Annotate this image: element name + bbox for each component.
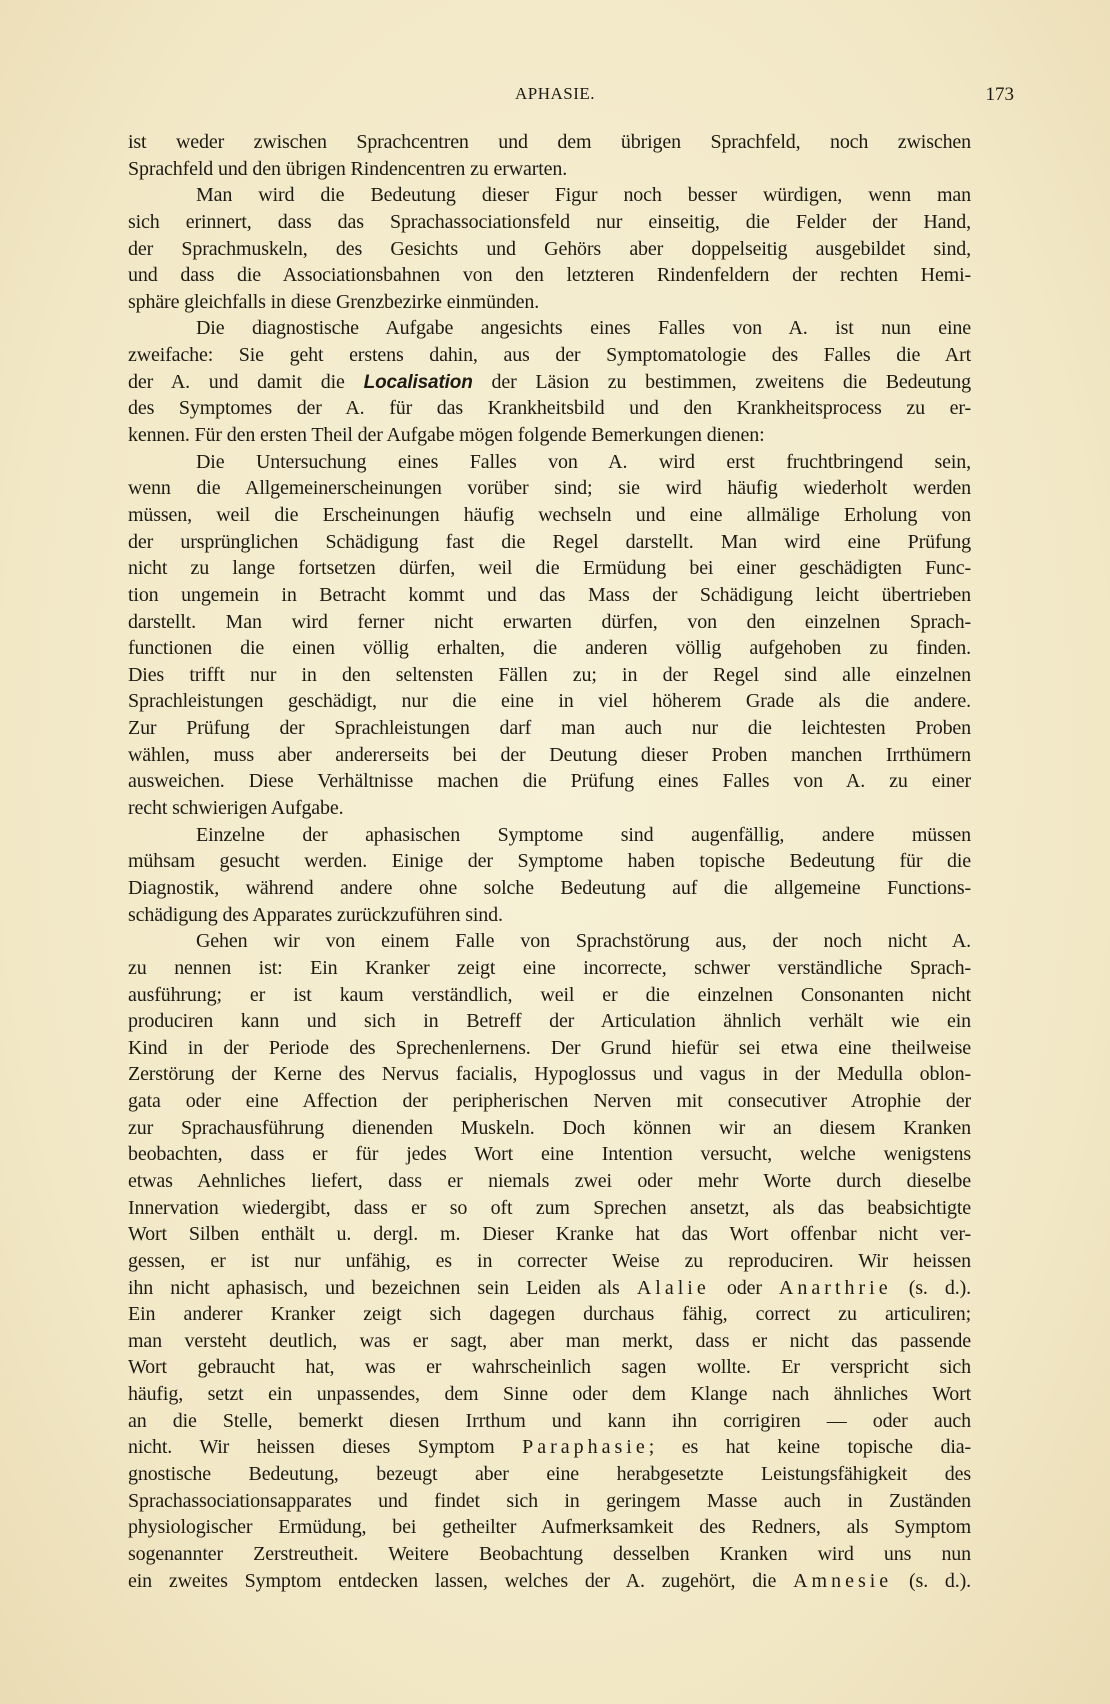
- text-line: [128, 182, 971, 209]
- text-line: [128, 502, 971, 529]
- text-line: [128, 315, 971, 342]
- text-line: [128, 1061, 971, 1088]
- text-line: [128, 395, 971, 422]
- line-text: Kind in der Periode des Sprechenlernens. Der Grund hiefür sei etwa eine theilweise: [128, 1036, 971, 1059]
- text-line: [128, 635, 971, 662]
- text-line: [128, 982, 971, 1009]
- text-line: [128, 1461, 971, 1488]
- line-text: der Läsion zu bestimmen, zweitens die Bedeutung: [472, 370, 971, 393]
- line-text: Zerstörung der Kerne des Nervus facialis, Hypoglossus und vagus in der Medulla oblon-: [128, 1063, 971, 1086]
- line-text: und dass die Associationsbahnen von den letzteren Rindenfeldern der rechten Hemi-: [128, 264, 971, 287]
- line-text: zur Sprachausführung dienenden Muskeln. Doch können wir an diesem Kranken: [128, 1116, 971, 1139]
- line-text: schädigung des Apparates zurückzuführen sind.: [128, 903, 503, 926]
- text-line: [128, 1088, 971, 1115]
- text-line: [128, 795, 971, 822]
- line-text: Diagnostik, während andere ohne solche Bedeutung auf die allgemeine Functions-: [128, 876, 971, 899]
- text-line: [128, 1434, 971, 1461]
- text-line: [128, 529, 971, 556]
- body-text: [128, 129, 971, 1594]
- page-header: [0, 84, 1110, 108]
- line-text: gessen, er ist nur unfähig, es in correcter Weise zu reproduciren. Wir heissen: [128, 1249, 971, 1272]
- line-text: mühsam gesucht werden. Einige der Symptome haben topische Bedeutung für die: [128, 850, 971, 873]
- text-line: [128, 449, 971, 476]
- running-title: APHASIE.: [514, 84, 596, 103]
- text-line: [128, 609, 971, 636]
- text-line: [128, 1141, 971, 1168]
- text-line: [128, 1354, 971, 1381]
- text-line: [128, 342, 971, 369]
- line-text: Wort Silben enthält u. dergl. m. Dieser Kranke hat das Wort offenbar nicht ver-: [128, 1223, 971, 1246]
- text-line: [128, 1248, 971, 1275]
- line-text: sogenannter Zerstreutheit. Weitere Beobachtung desselben Kranken wird uns nun: [128, 1542, 971, 1565]
- line-text: des Symptomes der A. für das Krankheitsbild und den Krankheitsprocess zu er-: [128, 397, 971, 420]
- text-line: [128, 369, 971, 396]
- line-text: müssen, weil die Erscheinungen häufig wechseln und eine allmälige Erholung von: [128, 503, 971, 526]
- emphasized-term: Paraphasie: [522, 1436, 649, 1459]
- text-line: [128, 742, 971, 769]
- text-line: [128, 715, 971, 742]
- emphasized-term: Localisation: [363, 371, 473, 393]
- text-line: [128, 129, 971, 156]
- line-text: der Sprachmuskeln, des Gesichts und Gehörs aber doppelseitig ausgebildet sind,: [128, 237, 971, 260]
- line-text: tion ungemein in Betracht kommt und das Mass der Schädigung leicht übertrieben: [128, 583, 971, 606]
- line-text: oder: [709, 1276, 779, 1299]
- line-text: häufig, setzt ein unpassendes, dem Sinne oder dem Klange nach ähnliches Wort: [128, 1383, 971, 1406]
- line-text: Die diagnostische Aufgabe angesichts eines Falles von A. ist nun eine: [196, 317, 971, 340]
- text-line: [128, 1328, 971, 1355]
- line-text: ihn nicht aphasisch, und bezeichnen sein Leiden als: [128, 1276, 637, 1299]
- line-text: Innervation wiedergibt, dass er so oft zum Sprechen ansetzt, als das beabsichtigte: [128, 1196, 971, 1219]
- line-text: gnostische Bedeutung, bezeugt aber eine herabgesetzte Leistungsfähigkeit des: [128, 1463, 971, 1486]
- text-line: [128, 875, 971, 902]
- line-text: ein zweites Symptom entdecken lassen, welches der A. zugehört, die: [128, 1569, 794, 1592]
- line-text: ausführung; er ist kaum verständlich, weil er die einzelnen Consonanten nicht: [128, 983, 971, 1006]
- line-text: an die Stelle, bemerkt diesen Irrthum und kann ihn corrigiren — oder auch: [128, 1409, 971, 1432]
- line-text: gata oder eine Affection der peripherischen Nerven mit consecutiver Atrophie der: [128, 1090, 971, 1113]
- text-line: [128, 1221, 971, 1248]
- text-line: [128, 555, 971, 582]
- text-line: [128, 209, 971, 236]
- text-line: [128, 422, 971, 449]
- line-text: physiologischer Ermüdung, bei getheilter Aufmerksamkeit des Redners, als Symptom: [128, 1516, 971, 1539]
- text-line: [128, 475, 971, 502]
- line-text: produciren kann und sich in Betreff der Articulation ähnlich verhält wie ein: [128, 1010, 971, 1033]
- line-text: ausweichen. Diese Verhältnisse machen die Prüfung eines Falles von A. zu einer: [128, 770, 971, 793]
- line-text: Sprachleistungen geschädigt, nur die eine in viel höherem Grade als die andere.: [128, 690, 971, 713]
- text-line: [128, 1168, 971, 1195]
- text-line: [128, 688, 971, 715]
- line-text: Einzelne der aphasischen Symptome sind augenfällig, andere müssen: [196, 823, 971, 846]
- text-line: [128, 768, 971, 795]
- line-text: etwas Aehnliches liefert, dass er niemals zwei oder mehr Worte durch dieselbe: [128, 1169, 971, 1192]
- text-line: [128, 902, 971, 929]
- line-text: Ein anderer Kranker zeigt sich dagegen durchaus fähig, correct zu articuliren;: [128, 1303, 971, 1326]
- text-line: [128, 848, 971, 875]
- line-text: ; es hat keine topische dia-: [648, 1436, 971, 1459]
- page-number: 173: [985, 84, 1014, 105]
- text-line: [128, 1301, 971, 1328]
- text-line: [128, 1115, 971, 1142]
- text-line: [128, 1381, 971, 1408]
- emphasized-term: Amnesie: [793, 1569, 893, 1592]
- line-text: man versteht deutlich, was er sagt, aber man merkt, dass er nicht das passende: [128, 1329, 971, 1352]
- text-line: [128, 262, 971, 289]
- line-text: sphäre gleichfalls in diese Grenzbezirke einmünden.: [128, 290, 540, 313]
- line-text: functionen die einen völlig erhalten, die anderen völlig aufgehoben zu finden.: [128, 637, 971, 660]
- text-line: [128, 1408, 971, 1435]
- text-line: [128, 1568, 971, 1595]
- text-line: [128, 822, 971, 849]
- text-line: [128, 1514, 971, 1541]
- line-text: darstellt. Man wird ferner nicht erwarten dürfen, von den einzelnen Sprach-: [128, 610, 971, 633]
- line-text: Gehen wir von einem Falle von Sprachstörung aus, der noch nicht A.: [196, 930, 971, 953]
- line-text: Sprachfeld und den übrigen Rindencentren zu erwarten.: [128, 157, 568, 180]
- text-line: [128, 156, 971, 183]
- line-text: (s. d.).: [891, 1276, 971, 1299]
- line-text: Die Untersuchung eines Falles von A. wird erst fruchtbringend sein,: [196, 450, 971, 473]
- text-line: [128, 1275, 971, 1302]
- text-line: [128, 1488, 971, 1515]
- text-line: [128, 1541, 971, 1568]
- line-text: der ursprünglichen Schädigung fast die Regel darstellt. Man wird eine Prüfung: [128, 530, 971, 553]
- line-text: zweifache: Sie geht erstens dahin, aus der Symptomatologie des Falles die Art: [128, 344, 971, 367]
- line-text: sich erinnert, dass das Sprachassociationsfeld nur einseitig, die Felder der Hand,: [128, 210, 971, 233]
- text-line: [128, 289, 971, 316]
- line-text: beobachten, dass er für jedes Wort eine Intention versucht, welche wenigstens: [128, 1143, 971, 1166]
- line-text: nicht. Wir heissen dieses Symptom: [128, 1436, 523, 1459]
- emphasized-term: Anarthrie: [778, 1276, 892, 1299]
- text-line: [128, 582, 971, 609]
- line-text: wenn die Allgemeinerscheinungen vorüber sind; sie wird häufig wiederholt werden: [128, 477, 971, 500]
- text-line: [128, 662, 971, 689]
- text-line: [128, 928, 971, 955]
- line-text: recht schwierigen Aufgabe.: [128, 797, 344, 820]
- text-line: [128, 1035, 971, 1062]
- line-text: Wort gebraucht hat, was er wahrscheinlich sagen wollte. Er verspricht sich: [128, 1356, 971, 1379]
- line-text: ist weder zwischen Sprachcentren und dem übrigen Sprachfeld, noch zwischen: [128, 131, 971, 153]
- emphasized-term: Alalie: [636, 1276, 710, 1299]
- line-text: (s. d.).: [892, 1569, 971, 1592]
- line-text: der A. und damit die: [128, 370, 364, 393]
- line-text: Sprachassociationsapparates und findet sich in geringem Masse auch in Zuständen: [128, 1489, 971, 1512]
- text-line: [128, 1195, 971, 1222]
- line-text: nicht zu lange fortsetzen dürfen, weil die Ermüdung bei einer geschädigten Func-: [128, 557, 971, 580]
- line-text: zu nennen ist: Ein Kranker zeigt eine incorrecte, schwer verständliche Sprach-: [128, 956, 971, 979]
- text-line: [128, 236, 971, 263]
- text-line: [128, 955, 971, 982]
- line-text: Man wird die Bedeutung dieser Figur noch besser würdigen, wenn man: [196, 184, 971, 207]
- text-line: [128, 1008, 971, 1035]
- line-text: kennen. Für den ersten Theil der Aufgabe mögen folgende Bemerkungen dienen:: [128, 424, 765, 447]
- line-text: Zur Prüfung der Sprachleistungen darf man auch nur die leichtesten Proben: [128, 717, 971, 740]
- line-text: Dies trifft nur in den seltensten Fällen zu; in der Regel sind alle einzelnen: [128, 663, 971, 686]
- line-text: wählen, muss aber andererseits bei der Deutung dieser Proben manchen Irrthümern: [128, 743, 971, 766]
